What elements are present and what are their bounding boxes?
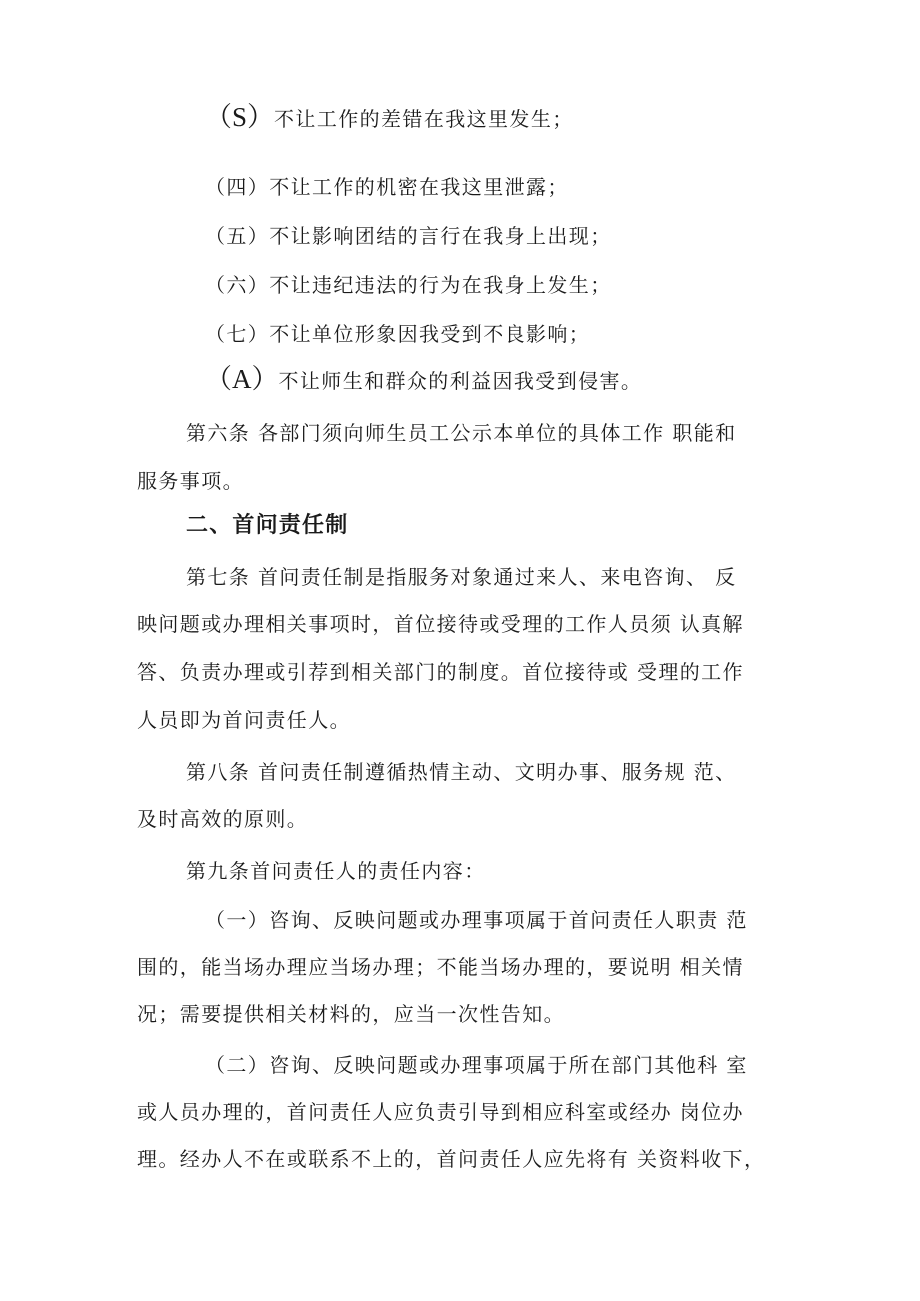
article-6-line-2: 服务事项。 (137, 469, 244, 493)
list-item-marker: （A） (205, 364, 279, 394)
list-item-7: （七）不让单位形象因我受到不良影响； (205, 322, 591, 346)
article-6-line-1: 第六条 各部门须向师生员工公示本单位的具体工作 职能和 (186, 421, 737, 445)
article-9-line-1: 第九条首问责任人的责任内容： (186, 859, 486, 883)
article-8-line-1: 第八条 首问责任制遵循热情主动、文明办事、服务规 范、 (186, 760, 737, 784)
clause-2-line-3: 理。经办人不在或联系不上的，首问责任人应先将有 关资料收下， (137, 1147, 766, 1171)
article-7-line-4: 人员即为首问责任人。 (137, 708, 351, 732)
clause-1-line-1: （一）咨询、反映问题或办理事项属于首问责任人职责 范 (205, 908, 748, 932)
clause-1-line-2: 围的，能当场办理应当场办理；不能当场办理的，要说明 相关情 (137, 955, 744, 979)
list-item-5: （五）不让影响团结的言行在我身上出现； (205, 224, 612, 248)
article-7-line-1: 第七条 首问责任制是指服务对象通过来人、来电咨询、 反 (186, 565, 737, 589)
article-7-line-2: 映问题或办理相关事项时，首位接待或受理的工作人员须 认真解 (137, 612, 744, 636)
article-8-line-2: 及时高效的原则。 (137, 807, 309, 831)
list-item-6: （六）不让违纪违法的行为在我身上发生； (205, 273, 612, 297)
list-item-text: 不让师生和群众的利益因我受到侵害。 (278, 369, 643, 393)
list-item-4: （四）不让工作的机密在我这里泄露； (205, 175, 569, 199)
clause-2-line-1: （二）咨询、反映问题或办理事项属于所在部门其他科 室 (205, 1053, 748, 1077)
clause-2-line-2: 或人员办理的，首问责任人应负责引导到相应科室或经办 岗位办 (137, 1100, 744, 1124)
list-item-s (205, 103, 574, 133)
list-item-a (205, 365, 642, 395)
list-item-text: 不让工作的差错在我这里发生； (274, 107, 574, 131)
list-item-marker: （S） (205, 102, 275, 132)
section-heading: 二、首问责任制 (186, 513, 349, 538)
clause-1-line-3: 况；需要提供相关材料的，应当一次性告知。 (137, 1002, 565, 1026)
article-7-line-3: 答、负责办理或引荐到相关部门的制度。首位接待或 受理的工作 (137, 660, 744, 684)
